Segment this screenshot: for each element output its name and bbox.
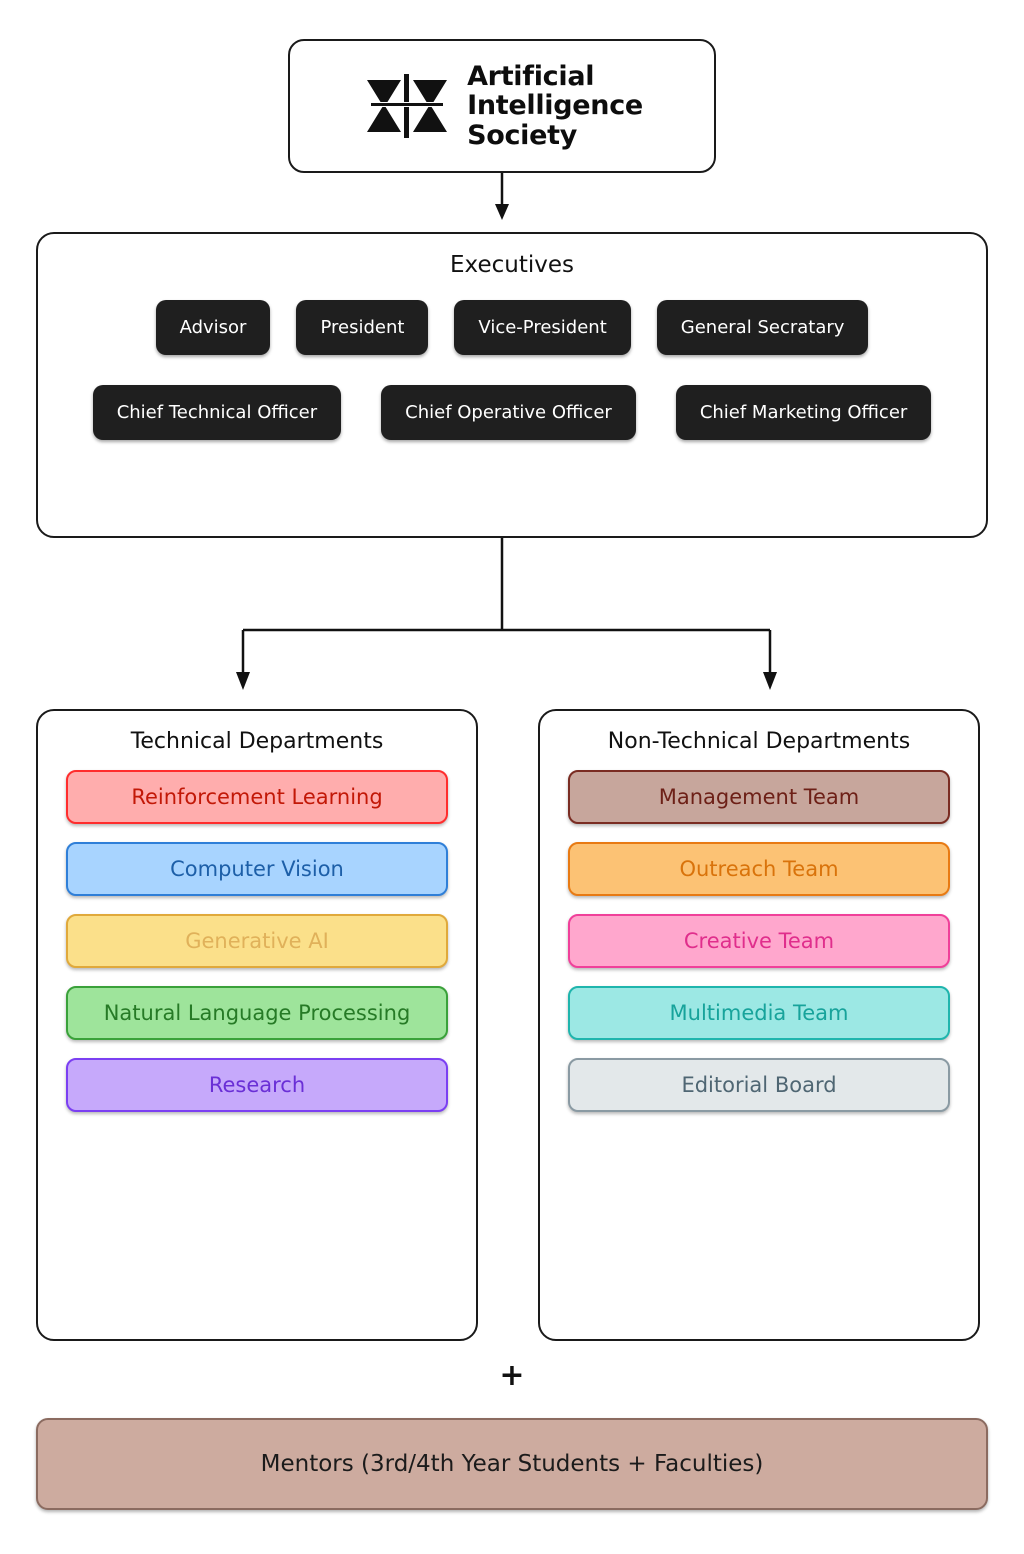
executives-group xyxy=(36,232,988,538)
dept-outreach-team[interactable]: Outreach Team xyxy=(568,842,950,896)
executives-title: Executives xyxy=(450,252,574,278)
technical-departments-list xyxy=(66,770,448,1112)
ais-logo-icon xyxy=(361,72,453,140)
dept-research[interactable]: Research xyxy=(66,1058,448,1112)
logo-line-1: Artificial xyxy=(467,61,595,93)
plus-sign: + xyxy=(499,1358,525,1393)
exec-chief-technical-officer[interactable]: Chief Technical Officer xyxy=(93,385,341,440)
nontechnical-departments-group xyxy=(538,709,980,1341)
dept-generative-ai[interactable]: Generative AI xyxy=(66,914,448,968)
dept-editorial-board[interactable]: Editorial Board xyxy=(568,1058,950,1112)
exec-advisor[interactable]: Advisor xyxy=(156,300,271,355)
logo-line-3: Society xyxy=(467,119,578,151)
nontechnical-departments-list xyxy=(568,770,950,1112)
executives-row-2 xyxy=(38,385,986,440)
nontechnical-departments-title: Non-Technical Departments xyxy=(607,729,911,754)
exec-chief-operative-officer[interactable]: Chief Operative Officer xyxy=(381,385,636,440)
dept-reinforcement-learning[interactable]: Reinforcement Learning xyxy=(66,770,448,824)
technical-departments-group xyxy=(36,709,478,1341)
executives-row-1 xyxy=(38,300,986,355)
exec-vice-president[interactable]: Vice-President xyxy=(454,300,630,355)
exec-general-secretary[interactable]: General Secratary xyxy=(657,300,869,355)
dept-computer-vision[interactable]: Computer Vision xyxy=(66,842,448,896)
society-logo-box xyxy=(288,39,716,173)
dept-creative-team[interactable]: Creative Team xyxy=(568,914,950,968)
exec-president[interactable]: President xyxy=(296,300,428,355)
dept-multimedia-team[interactable]: Multimedia Team xyxy=(568,986,950,1040)
technical-departments-title: Technical Departments xyxy=(130,729,384,754)
exec-chief-marketing-officer[interactable]: Chief Marketing Officer xyxy=(676,385,931,440)
dept-management-team[interactable]: Management Team xyxy=(568,770,950,824)
logo-line-2: Intelligence xyxy=(467,90,643,122)
dept-natural-language-processing[interactable]: Natural Language Processing xyxy=(66,986,448,1040)
mentors-bar[interactable]: Mentors (3rd/4th Year Students + Faculties) xyxy=(36,1418,988,1510)
society-logo-text xyxy=(467,62,643,149)
